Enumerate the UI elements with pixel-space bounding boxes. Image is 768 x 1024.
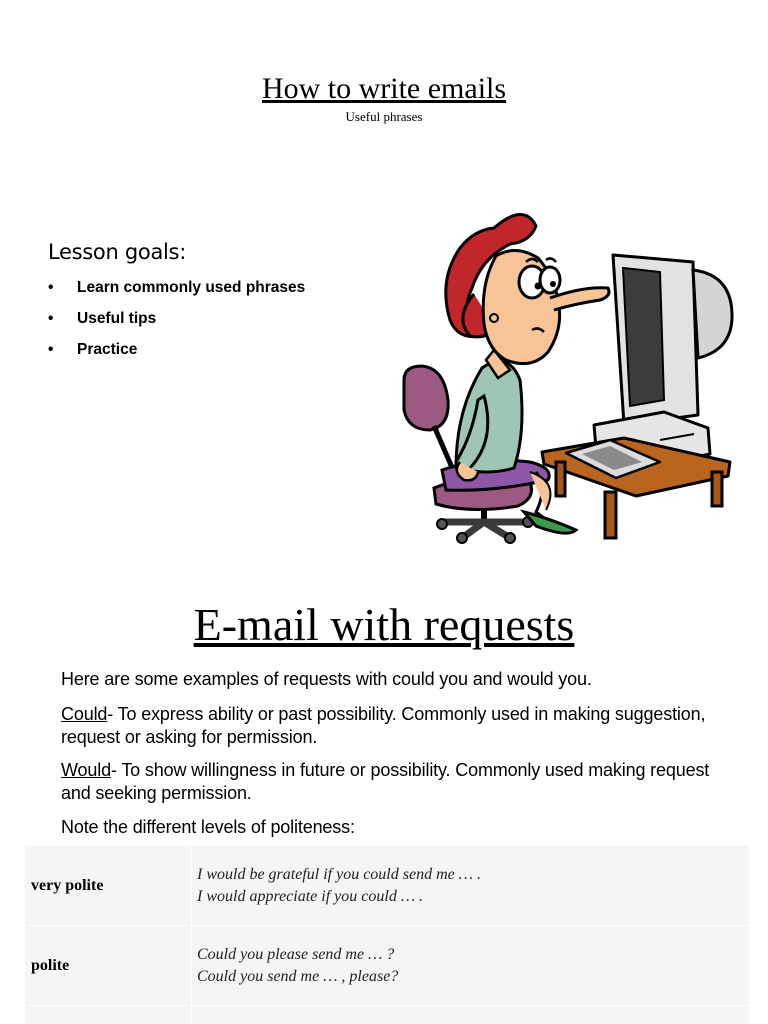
example-phrases [192, 926, 750, 1006]
would-term: Would [61, 760, 111, 780]
cartoon-woman-at-computer-icon [398, 200, 738, 545]
example-phrases [192, 1006, 750, 1024]
goal-item: • Useful tips [48, 309, 305, 340]
table-row [25, 1006, 750, 1024]
could-definition [61, 703, 721, 749]
could-description: - To express ability or past possibility. Commonly used in making suggestion, request or asking for permission. [61, 704, 706, 747]
example-phrase: I would appreciate if you could … . [197, 887, 424, 905]
table-row [25, 846, 750, 926]
goal-item: • Practice [48, 340, 305, 371]
intro-text: Here are some examples of requests with could you and would you. [61, 669, 592, 689]
table-row [25, 926, 750, 1006]
page-title: How to write emails [261, 72, 507, 105]
could-term: Could [61, 704, 108, 724]
example-phrase: Could you please send me … ? [197, 945, 395, 963]
page-subtitle: Useful phrases [345, 109, 423, 124]
politeness-table [24, 845, 750, 1024]
would-definition [61, 759, 721, 805]
politeness-level: very polite [25, 846, 192, 926]
example-phrase: I would be grateful if you could send me … . [197, 865, 481, 883]
would-description: - To show willingness in future or possibility. Commonly used making request and seeking permission. [61, 760, 710, 803]
lesson-goals-heading: Lesson goals: [48, 240, 186, 264]
goal-item: • Learn commonly used phrases [48, 278, 305, 309]
politeness-level: polite [25, 926, 192, 1006]
section-title: E-mail with requests [193, 599, 575, 650]
politeness-note: Note the different levels of politeness: [61, 817, 355, 837]
example-phrases [192, 846, 750, 926]
lesson-goals-list [48, 278, 305, 371]
politeness-level [25, 1006, 192, 1024]
example-phrase: Could you send me … , please? [197, 967, 399, 985]
